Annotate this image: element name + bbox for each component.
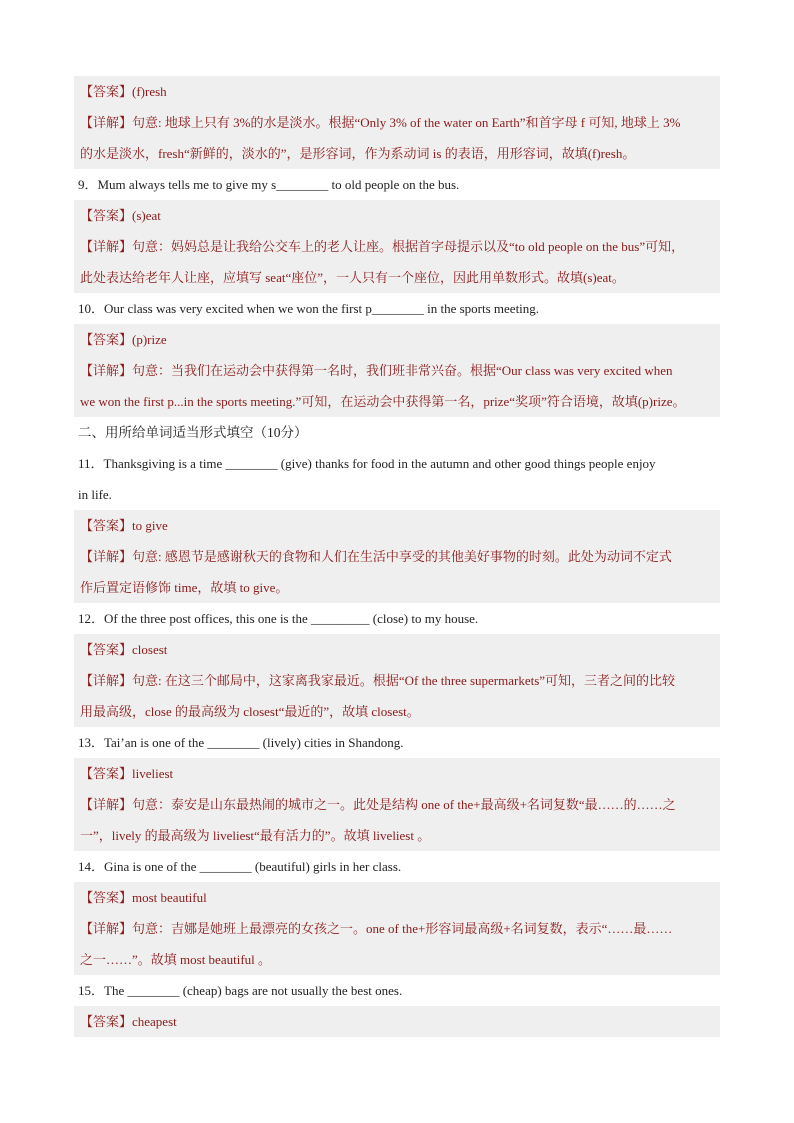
explanation-line: 【详解】句意：妈妈总是让我给公交车上的老人让座。根据首字母提示以及“to old people on the bus”可知， [80, 239, 685, 254]
answer-line: 【答案】(p)rize [74, 324, 720, 355]
answer-line: 【答案】most beautiful [74, 882, 720, 913]
explanation-line: 【详解】句意：当我们在运动会中获得第一名时，我们班非常兴奋。根据“Our class was very excited when [80, 363, 673, 378]
explanation-line: 用最高级，close 的最高级为 closest“最近的”，故填 closest。 [80, 704, 420, 719]
explanation-block [74, 665, 720, 727]
explanation-block [74, 355, 720, 417]
question-11 [74, 448, 720, 510]
question-line: in life. [78, 487, 112, 502]
explanation-block [74, 107, 720, 169]
document-page [74, 76, 720, 1037]
explanation-line: 此处表达给老年人让座，应填写 seat“座位”，一人只有一个座位，因此用单数形式。故填(s)eat。 [80, 270, 625, 285]
explanation-block [74, 231, 720, 293]
answer-line: 【答案】to give [74, 510, 720, 541]
explanation-block [74, 541, 720, 603]
explanation-line: 的水是淡水，fresh“新鲜的，淡水的”，是形容词，作为系动词 is 的表语，用形容词，故填(f)resh。 [80, 146, 636, 161]
section-heading: 二、用所给单词适当形式填空（10分） [78, 425, 308, 440]
explanation-line: 【详解】句意: 地球上只有 3%的水是淡水。根据“Only 3% of the water on Earth”和首字母 f 可知, 地球上 3% [80, 115, 681, 130]
explanation-line: 作后置定语修饰 time，故填 to give。 [80, 580, 289, 595]
question-9: 9．Mum always tells me to give my s________ to old people on the bus. [78, 177, 460, 192]
explanation-line: 【详解】句意: 感恩节是感谢秋天的食物和人们在生活中享受的其他美好事物的时刻。此处为动词不定式 [80, 549, 672, 564]
explanation-line: 【详解】句意：泰安是山东最热闹的城市之一。此处是结构 one of the+最高级+名词复数“最……的……之 [80, 797, 676, 812]
answer-line: 【答案】liveliest [74, 758, 720, 789]
question-10: 10．Our class was very excited when we won the first p________ in the sports meeting. [78, 301, 540, 316]
answer-line: 【答案】cheapest [74, 1006, 720, 1037]
answer-line: 【答案】(f)resh [74, 76, 720, 107]
question-13: 13．Tai’an is one of the ________ (lively) cities in Shandong. [78, 735, 404, 750]
explanation-line: 【详解】句意：吉娜是她班上最漂亮的女孩之一。one of the+形容词最高级+名词复数，表示“……最…… [80, 921, 673, 936]
explanation-line: we won the first p...in the sports meeting.”可知，在运动会中获得第一名，prize“奖项”符合语境，故填(p)rize。 [80, 394, 686, 409]
answer-line: 【答案】closest [74, 634, 720, 665]
explanation-block [74, 913, 720, 975]
explanation-block [74, 789, 720, 851]
question-15: 15．The ________ (cheap) bags are not usually the best ones. [78, 983, 403, 998]
question-line: 11．Thanksgiving is a time ________ (give) thanks for food in the autumn and other good things people enjoy [78, 456, 656, 471]
question-12: 12．Of the three post offices, this one is the _________ (close) to my house. [78, 611, 479, 626]
question-14: 14．Gina is one of the ________ (beautiful) girls in her class. [78, 859, 402, 874]
explanation-line: 一”，lively 的最高级为 liveliest“最有活力的”。故填 liveliest 。 [80, 828, 431, 843]
answer-line: 【答案】(s)eat [74, 200, 720, 231]
explanation-line: 之一……”。故填 most beautiful 。 [80, 952, 272, 967]
explanation-line: 【详解】句意: 在这三个邮局中，这家离我家最近。根据“Of the three supermarkets”可知，三者之间的比较 [80, 673, 676, 688]
